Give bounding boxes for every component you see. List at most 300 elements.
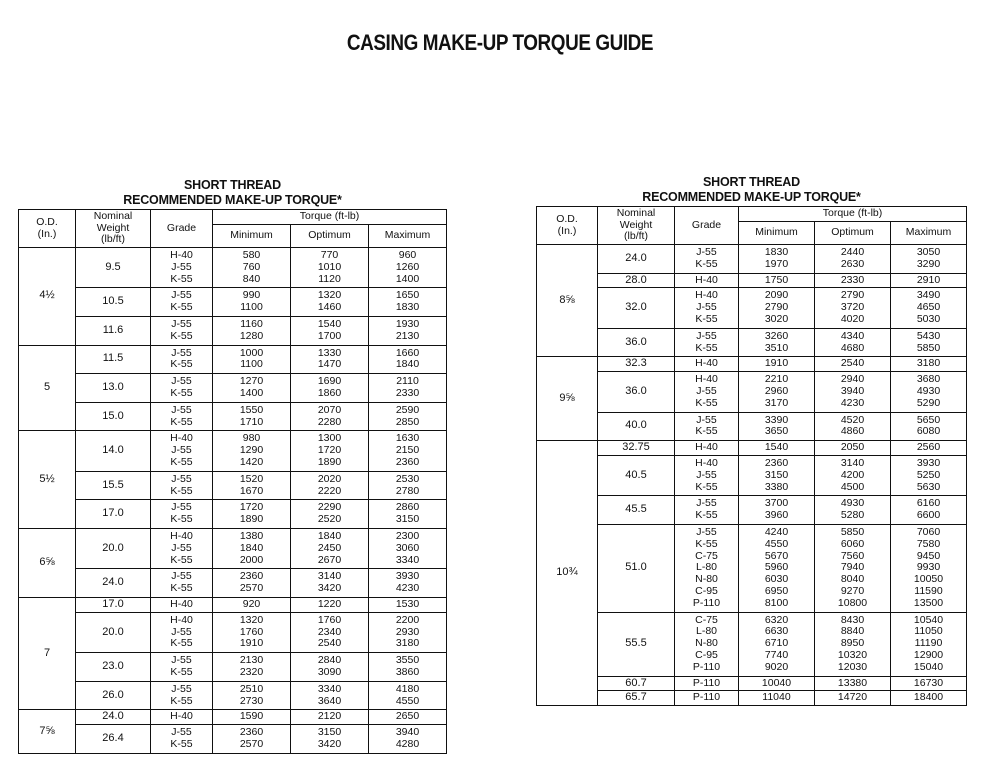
maximum-value: 2360: [395, 455, 420, 468]
optimum-cell: [815, 357, 891, 372]
minimum-value: 1270: [239, 375, 264, 388]
maximum-value: 3060: [395, 541, 420, 554]
weight-row: [19, 374, 447, 403]
minimum-cell: [739, 372, 815, 412]
nominal-weight-cell: 55.5: [598, 612, 675, 676]
grade-cell: [675, 357, 739, 372]
grade-value: J-55: [171, 444, 192, 457]
weight-row: [537, 612, 967, 676]
maximum-cell: [369, 653, 447, 682]
maximum-value: 12900: [913, 648, 944, 661]
maximum-value: 4650: [916, 301, 941, 314]
weight-header-line: Nominal: [93, 210, 133, 223]
minimum-cell: [739, 441, 815, 456]
table-heading-line: SHORT THREAD: [184, 178, 281, 192]
optimum-value: 3420: [317, 737, 342, 750]
weight-header-line: Nominal: [616, 207, 656, 220]
optimum-value: 4020: [840, 312, 865, 325]
grade-cell: [151, 471, 213, 500]
nominal-weight-cell: 32.3: [598, 357, 675, 372]
grade-cell: [151, 500, 213, 529]
minimum-value: 5960: [764, 561, 789, 574]
maximum-value: 2650: [395, 710, 420, 723]
weight-row: [19, 653, 447, 682]
optimum-value: 1720: [317, 444, 342, 457]
grade-value: K-55: [170, 329, 193, 342]
minimum-value: 990: [242, 289, 261, 302]
grade-cell: [675, 691, 739, 706]
optimum-value: 2440: [840, 246, 865, 258]
minimum-value: 1710: [239, 415, 264, 428]
optimum-cell: [815, 412, 891, 441]
weight-row: [537, 441, 967, 456]
optimum-value: 9270: [840, 584, 865, 597]
od-cell: 4½: [19, 248, 76, 346]
minimum-value: 1540: [764, 441, 789, 454]
minimum-cell: [739, 676, 815, 691]
minimum-cell: [213, 248, 291, 288]
maximum-value: 15040: [913, 660, 944, 673]
grade-cell: [151, 725, 213, 754]
minimum-value: 2790: [764, 301, 789, 314]
minimum-value: 2360: [239, 726, 264, 739]
minimum-cell: [739, 273, 815, 288]
header-row: [19, 210, 447, 225]
maximum-value: 1830: [395, 301, 420, 314]
grade-cell: [151, 316, 213, 345]
optimum-value: 1860: [317, 386, 342, 399]
optimum-cell: [291, 528, 369, 568]
minimum-value: 2570: [239, 737, 264, 750]
minimum-value: 1520: [239, 472, 264, 485]
grade-value: K-55: [695, 509, 718, 522]
optimum-value: 2120: [317, 710, 342, 723]
grade-value: J-55: [696, 413, 717, 426]
grade-value: K-55: [695, 425, 718, 438]
grade-cell: [675, 612, 739, 676]
optimum-cell: [815, 441, 891, 456]
maximum-cell: [369, 500, 447, 529]
nominal-weight-cell: 26.4: [76, 725, 151, 754]
maximum-value: 5250: [916, 468, 941, 481]
header-row: [537, 207, 967, 222]
weight-header-line: (lb/ft): [624, 230, 648, 243]
minimum-cell: [739, 455, 815, 495]
minimum-value: 1320: [239, 613, 264, 626]
page-title: CASING MAKE-UP TORQUE GUIDE: [346, 30, 654, 55]
nominal-weight-cell: 9.5: [76, 248, 151, 288]
od-header-line: (In.): [37, 227, 57, 240]
weight-row: [537, 357, 967, 372]
grade-value: K-55: [695, 257, 718, 270]
minimum-cell: [739, 524, 815, 612]
grade-value: N-80: [695, 637, 718, 650]
optimum-value: 4520: [840, 413, 865, 426]
grade-cell: [151, 431, 213, 471]
grade-value: N-80: [695, 573, 718, 586]
grade-value: K-55: [170, 484, 193, 497]
maximum-value: 2590: [395, 403, 420, 416]
weight-row: [537, 273, 967, 288]
grade-value: K-55: [170, 386, 193, 399]
optimum-value: 1700: [317, 329, 342, 342]
nominal-weight-cell: 26.0: [76, 681, 151, 710]
minimum-cell: [213, 471, 291, 500]
grade-cell: [675, 273, 739, 288]
optimum-value: 5850: [840, 525, 865, 538]
grade-value: J-55: [171, 682, 192, 695]
minimum-value: 1280: [239, 329, 264, 342]
grade-cell: [675, 441, 739, 456]
grade-value: J-55: [171, 403, 192, 416]
minimum-value: 9020: [764, 660, 789, 673]
maximum-value: 5650: [916, 413, 941, 426]
optimum-cell: [291, 402, 369, 431]
grade-value: J-55: [696, 301, 717, 314]
grade-cell: [675, 288, 739, 328]
optimum-value: 8430: [840, 613, 865, 626]
table-heading-line: RECOMMENDED MAKE-UP TORQUE*: [642, 190, 861, 204]
grade-cell: [151, 288, 213, 317]
minimum-cell: [739, 412, 815, 441]
weight-row: [19, 402, 447, 431]
grade-value: H-40: [170, 597, 193, 610]
minimum-value: 2960: [764, 384, 789, 397]
optimum-value: 3720: [840, 301, 865, 314]
grade-value: P-110: [692, 676, 721, 689]
maximum-value: 6160: [916, 497, 941, 510]
minimum-value: 6950: [764, 584, 789, 597]
minimum-value: 3510: [764, 341, 789, 354]
grade-value: H-40: [695, 357, 718, 370]
optimum-value: 13380: [837, 676, 868, 689]
nominal-weight-cell: 36.0: [598, 328, 675, 357]
maximum-cell: [369, 248, 447, 288]
maximum-value: 2860: [395, 501, 420, 514]
minimum-cell: [739, 328, 815, 357]
optimum-value: 1010: [317, 260, 342, 273]
optimum-value: 2940: [840, 373, 865, 386]
maximum-value: 5630: [916, 480, 941, 493]
maximum-value: 3930: [916, 456, 941, 469]
minimum-value: 3150: [764, 468, 789, 481]
maximum-value: 3930: [395, 570, 420, 583]
maximum-value: 1630: [395, 432, 420, 445]
od-cell: 8⅝: [537, 245, 598, 357]
table-heading-line: SHORT THREAD: [703, 175, 800, 189]
table-heading: [536, 175, 967, 205]
optimum-value: 1470: [317, 358, 342, 371]
maximum-value: 1650: [395, 289, 420, 302]
table-heading: [18, 178, 447, 208]
minimum-value: 2510: [239, 682, 264, 695]
grade-cell: [151, 248, 213, 288]
grade-value: H-40: [695, 289, 718, 302]
grade-value: J-55: [171, 625, 192, 638]
grade-header: Grade: [675, 207, 739, 245]
optimum-cell: [291, 431, 369, 471]
grade-cell: [151, 402, 213, 431]
grade-value: K-55: [695, 312, 718, 325]
minimum-value: 980: [242, 432, 261, 445]
minimum-value: 8100: [764, 596, 789, 609]
minimum-value: 2570: [239, 582, 264, 595]
minimum-value: 1890: [239, 513, 264, 526]
minimum-value: 3170: [764, 396, 789, 409]
grade-value: K-55: [170, 665, 193, 678]
maximum-cell: [891, 412, 967, 441]
grade-value: J-55: [171, 260, 192, 273]
grade-value: J-55: [171, 472, 192, 485]
maximum-value: 5850: [916, 341, 941, 354]
nominal-weight-cell: 51.0: [598, 524, 675, 612]
optimum-cell: [291, 653, 369, 682]
weight-row: [537, 676, 967, 691]
maximum-cell: [891, 245, 967, 274]
grade-value: C-75: [695, 613, 718, 626]
optimum-value: 1840: [317, 529, 342, 542]
grade-value: J-55: [696, 329, 717, 342]
maximum-value: 1930: [395, 317, 420, 330]
optimum-value: 2540: [317, 637, 342, 650]
grade-value: J-55: [696, 384, 717, 397]
optimum-cell: [291, 681, 369, 710]
minimum-value: 2210: [764, 373, 789, 386]
optimum-cell: [291, 374, 369, 403]
grade-value: H-40: [170, 613, 193, 626]
maximum-cell: [891, 455, 967, 495]
grade-value: K-55: [170, 513, 193, 526]
grade-value: H-40: [170, 432, 193, 445]
optimum-value: 7560: [840, 549, 865, 562]
minimum-value: 1910: [764, 357, 789, 370]
weight-header: [598, 207, 675, 245]
grade-value: H-40: [695, 273, 718, 286]
minimum-value: 1670: [239, 484, 264, 497]
maximum-value: 5430: [916, 329, 941, 342]
optimum-value: 2220: [317, 484, 342, 497]
optimum-value: 2450: [317, 541, 342, 554]
minimum-cell: [739, 496, 815, 525]
table-heading-line: RECOMMENDED MAKE-UP TORQUE*: [123, 193, 342, 207]
optimum-value: 1890: [317, 455, 342, 468]
optimum-value: 2290: [317, 501, 342, 514]
optimum-value: 10800: [837, 596, 868, 609]
optimum-header: Optimum: [291, 225, 369, 248]
grade-value: J-55: [171, 346, 192, 359]
minimum-value: 4240: [764, 525, 789, 538]
minimum-value: 2360: [764, 456, 789, 469]
optimum-cell: [815, 691, 891, 706]
minimum-value: 580: [242, 249, 261, 261]
weight-header-line: (lb/ft): [101, 233, 125, 246]
optimum-value: 2520: [317, 513, 342, 526]
grade-value: K-55: [170, 737, 193, 750]
optimum-cell: [815, 455, 891, 495]
grade-value: K-55: [170, 358, 193, 371]
optimum-value: 2020: [317, 472, 342, 485]
nominal-weight-cell: 65.7: [598, 691, 675, 706]
maximum-cell: [891, 524, 967, 612]
minimum-value: 2730: [239, 694, 264, 707]
maximum-value: 1260: [395, 260, 420, 273]
optimum-value: 10320: [837, 648, 868, 661]
grade-value: K-55: [170, 582, 193, 595]
maximum-cell: [891, 691, 967, 706]
minimum-value: 2090: [764, 289, 789, 302]
maximum-cell: [891, 441, 967, 456]
optimum-value: 4680: [840, 341, 865, 354]
grade-value: H-40: [170, 710, 193, 723]
optimum-value: 4200: [840, 468, 865, 481]
maximum-value: 3290: [916, 257, 941, 270]
grade-cell: [675, 245, 739, 274]
optimum-header: Optimum: [815, 222, 891, 245]
grade-value: C-95: [695, 648, 718, 661]
nominal-weight-cell: 20.0: [76, 528, 151, 568]
maximum-cell: [891, 372, 967, 412]
minimum-value: 1590: [239, 710, 264, 723]
optimum-value: 14720: [837, 691, 868, 704]
weight-row: [537, 691, 967, 706]
maximum-value: 2200: [395, 613, 420, 626]
maximum-cell: [369, 569, 447, 598]
optimum-cell: [291, 725, 369, 754]
maximum-value: 7580: [916, 537, 941, 550]
minimum-value: 1380: [239, 529, 264, 542]
minimum-cell: [213, 316, 291, 345]
minimum-cell: [213, 345, 291, 374]
optimum-value: 3940: [840, 384, 865, 397]
maximum-value: 4180: [395, 682, 420, 695]
grade-value: C-75: [695, 549, 718, 562]
optimum-cell: [291, 569, 369, 598]
od-header-line: O.D.: [556, 213, 578, 225]
weight-row: [19, 681, 447, 710]
maximum-value: 3860: [395, 665, 420, 678]
optimum-cell: [815, 372, 891, 412]
weight-header: [76, 210, 151, 248]
maximum-cell: [369, 528, 447, 568]
optimum-cell: [291, 471, 369, 500]
nominal-weight-cell: 40.5: [598, 455, 675, 495]
maximum-value: 11590: [914, 584, 943, 597]
minimum-cell: [739, 691, 815, 706]
maximum-value: 11190: [914, 637, 943, 650]
grade-value: J-55: [171, 375, 192, 388]
maximum-value: 2850: [395, 415, 420, 428]
torque-table: [18, 209, 447, 754]
nominal-weight-cell: 24.0: [598, 245, 675, 274]
od-header: [19, 210, 76, 248]
maximum-value: 3490: [916, 289, 941, 302]
maximum-value: 9930: [916, 561, 941, 574]
optimum-cell: [291, 597, 369, 612]
grade-cell: [675, 496, 739, 525]
od-cell: 9⅝: [537, 357, 598, 441]
grade-value: L-80: [695, 561, 717, 574]
nominal-weight-cell: 24.0: [76, 569, 151, 598]
grade-cell: [151, 653, 213, 682]
nominal-weight-cell: 15.0: [76, 402, 151, 431]
minimum-cell: [213, 288, 291, 317]
grade-value: P-110: [692, 596, 721, 609]
optimum-value: 4860: [840, 425, 865, 438]
optimum-value: 6060: [840, 537, 865, 550]
optimum-value: 12030: [837, 660, 868, 673]
minimum-value: 1420: [239, 455, 264, 468]
nominal-weight-cell: 24.0: [76, 710, 151, 725]
maximum-value: 10050: [913, 573, 944, 586]
grade-value: K-55: [170, 637, 193, 650]
nominal-weight-cell: 11.5: [76, 345, 151, 374]
maximum-cell: [369, 612, 447, 652]
minimum-value: 2360: [239, 570, 264, 583]
optimum-cell: [291, 500, 369, 529]
optimum-cell: [291, 248, 369, 288]
minimum-value: 1750: [764, 273, 789, 286]
weight-row: [19, 345, 447, 374]
minimum-value: 3960: [764, 509, 789, 522]
minimum-cell: [213, 612, 291, 652]
weight-row: [537, 372, 967, 412]
maximum-value: 2130: [395, 329, 420, 342]
grade-value: J-55: [696, 468, 717, 481]
minimum-value: 2000: [239, 553, 264, 566]
nominal-weight-cell: 13.0: [76, 374, 151, 403]
minimum-cell: [213, 528, 291, 568]
optimum-value: 2070: [317, 403, 342, 416]
torque-header: Torque (ft-lb): [739, 207, 967, 222]
weight-row: [19, 710, 447, 725]
maximum-cell: [369, 681, 447, 710]
optimum-value: 2280: [317, 415, 342, 428]
minimum-cell: [213, 597, 291, 612]
optimum-cell: [291, 710, 369, 725]
grade-cell: [151, 597, 213, 612]
grade-value: H-40: [695, 441, 718, 454]
maximum-value: 4280: [395, 737, 420, 750]
nominal-weight-cell: 11.6: [76, 316, 151, 345]
weight-row: [19, 725, 447, 754]
grade-value: J-55: [171, 654, 192, 667]
optimum-cell: [815, 612, 891, 676]
optimum-value: 3140: [317, 570, 342, 583]
nominal-weight-cell: 23.0: [76, 653, 151, 682]
od-header-line: (In.): [557, 224, 577, 237]
maximum-cell: [369, 374, 447, 403]
maximum-value: 2150: [395, 444, 420, 457]
maximum-cell: [369, 288, 447, 317]
grade-cell: [675, 328, 739, 357]
grade-value: K-55: [170, 301, 193, 314]
torque-table: [536, 206, 967, 706]
minimum-value: 2320: [239, 665, 264, 678]
maximum-value: 2530: [395, 472, 420, 485]
minimum-value: 1760: [239, 625, 264, 638]
optimum-value: 1460: [317, 301, 342, 314]
nominal-weight-cell: 20.0: [76, 612, 151, 652]
grade-value: K-55: [695, 480, 718, 493]
optimum-cell: [291, 345, 369, 374]
minimum-header: Minimum: [213, 225, 291, 248]
left-panel: [18, 178, 447, 754]
optimum-value: 2630: [840, 257, 865, 270]
maximum-value: 1840: [395, 358, 420, 371]
minimum-cell: [213, 374, 291, 403]
grade-header: Grade: [151, 210, 213, 248]
minimum-cell: [213, 500, 291, 529]
